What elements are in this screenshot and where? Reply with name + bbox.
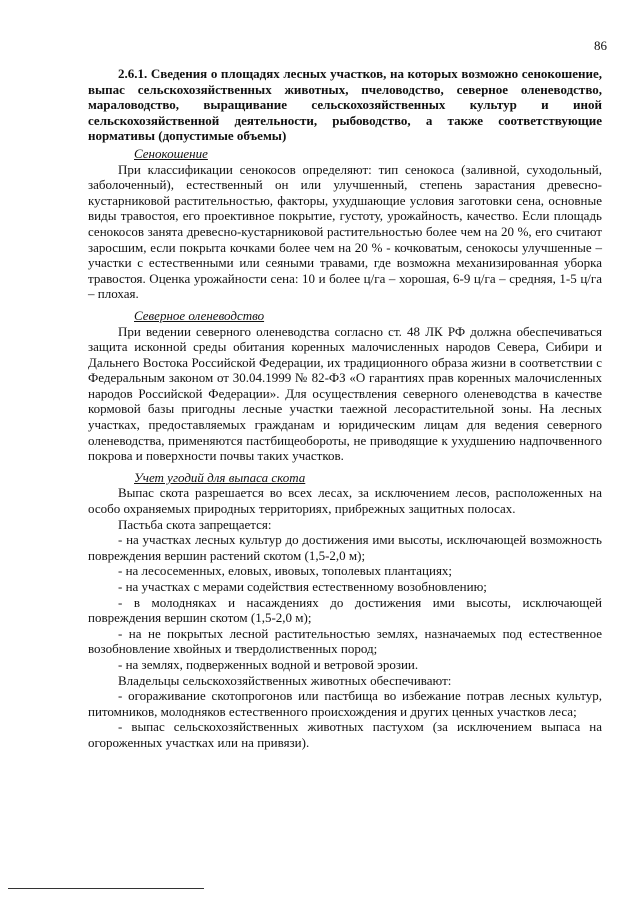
page-number: 86 <box>594 38 607 53</box>
paragraph-haymaking: При классификации сенокосов определяют: тип сенокоса (заливной, суходольный, заболоченный), естественный он или улучшенный, степень зарастания древесно-кустарниковой растительностью, факторы, ухудшающие условия заготовки сена, основные виды травостоя, его проективное покрытие, густоту, урожайность, качество. Если площадь сенокосов занята древесно-кустарниковой растительностью более чем на 20 %, его считают заросшим, если покрыта кочками более чем на 20 % - кочковатым, сенокосы улучшенные – участки с естественными или сеяными травами, где возможна механизированная уборка травостоя. Оценка урожайности сена: 10 и более ц/га – хорошая, 6-9 ц/га – средняя, 1-5 ц/га – плохая. <box>88 161 602 302</box>
list-item: - огораживание скотопрогонов или пастбища во избежание потрав лесных культур, питомников, молодняков естественного происхождения и других ценных участков леса; <box>88 688 602 719</box>
list-item: - на участках лесных культур до достижения ими высоты, исключающей возможность повреждения вершин растений скотом (1,5-2,0 м); <box>88 532 602 563</box>
list-item: - на участках с мерами содействия естественному возобновлению; <box>118 579 487 594</box>
owners-label: Владельцы сельскохозяйственных животных обеспечивают: <box>118 672 452 688</box>
list-item: - на землях, подверженных водной и ветровой эрозии. <box>118 656 419 672</box>
list-item: - на лесосеменных, еловых, ивовых, тополевых плантациях; <box>118 563 453 579</box>
footnote-separator <box>8 888 204 889</box>
section-heading: 2.6.1. Сведения о площадях лесных участков, на которых возможно сенокошение, выпас сельскохозяйственных животных, пчеловодство, северное оленеводство, мараловодство, выращивание сельскохозяйственных культур и иной сельскохозяйственной деятельности, рыбоводство, а также соответствующие нормативы (допустимые объемы) <box>88 66 602 144</box>
subsection-title-reindeer: Северное оленеводство <box>134 307 265 323</box>
subsection-title-haymaking: Сенокошение <box>134 145 208 161</box>
prohibited-label: Пастьба скота запрещается: <box>118 516 272 532</box>
subsection-title-grazing: Учет угодий для выпаса скота <box>134 469 306 485</box>
list-item: - в молодняках и насаждениях до достижения ими высоты, исключающей повреждения вершин скотом (1,5-2,0 м); <box>88 594 602 626</box>
paragraph-grazing-intro: Выпас скота разрешается во всех лесах, за исключением лесов, расположенных на особо охраняемых природных территориях, прибрежных защитных полосах. <box>88 485 602 517</box>
list-item: - выпас сельскохозяйственных животных пастухом (за исключением выпаса на огороженных участках или на привязи). <box>88 719 602 750</box>
document-body <box>88 66 602 751</box>
list-item: - на не покрытых лесной растительностью землях, назначаемых под естественное возобновление хвойных и твердолиственных пород; <box>88 625 602 657</box>
paragraph-reindeer: При ведении северного оленеводства согласно ст. 48 ЛК РФ должна обеспечиваться защита исконной среды обитания коренных малочисленных народов Севера, Сибири и Дальнего Востока Российской Федерации, их традиционного образа жизни в соответствии с Федеральным законом от 30.04.1999 № 82-ФЗ «О гарантиях прав коренных малочисленных народов Российской Федерации». Для осуществления северного оленеводства в качестве кормовой базы пригодны лесные участки таежной лесорастительной зоны. На лесных участках, предоставляемых гражданам и юридическим лицам для ведения северного оленеводства, применяются пастбищеобороты, не приводящие к ухудшению надпочвенного покрова и поверхности почвы таких участков. <box>88 323 602 464</box>
